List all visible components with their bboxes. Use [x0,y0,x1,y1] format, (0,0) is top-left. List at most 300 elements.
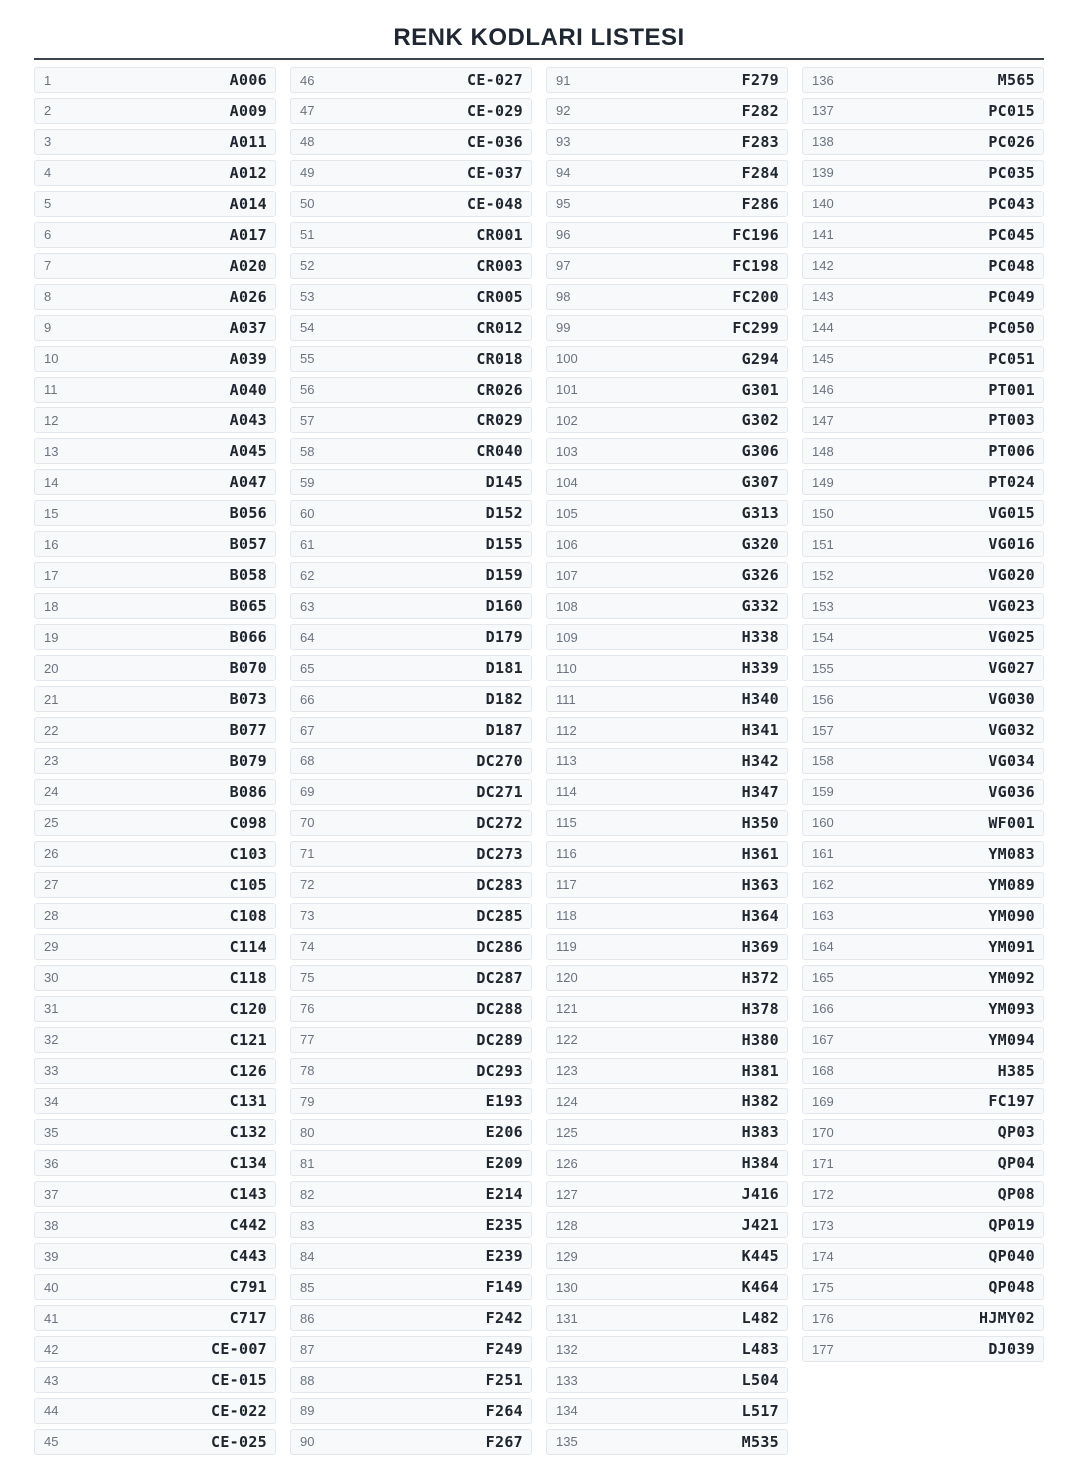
row-number: 130 [556,1279,578,1295]
color-code: D182 [485,690,523,709]
color-code: YM083 [988,844,1035,863]
row-number: 171 [812,1155,834,1171]
row-number: 137 [812,103,834,119]
color-code-row [34,717,276,743]
color-code-row [34,1305,276,1331]
row-number: 25 [44,815,59,831]
color-code: PC049 [988,287,1035,306]
color-code: H350 [741,813,779,832]
color-code-row [546,903,788,929]
row-number: 110 [556,660,577,676]
row-number: 85 [300,1279,315,1295]
color-code-row [34,903,276,929]
color-code: H339 [741,659,779,678]
color-code: B065 [229,597,267,616]
color-code: DC293 [476,1061,523,1080]
row-number: 145 [812,351,834,367]
row-number: 166 [812,1001,834,1017]
color-code: DC283 [476,875,523,894]
row-number: 131 [556,1310,578,1326]
color-code: M565 [997,71,1035,89]
color-code-row [546,346,788,372]
color-code: CE-048 [467,194,523,213]
color-code: B066 [229,628,267,647]
color-code: QP040 [988,1247,1035,1266]
color-code-row [34,98,276,124]
color-code: PC051 [988,349,1035,368]
color-code: YM092 [988,968,1035,987]
row-number: 140 [812,196,834,212]
row-number: 129 [556,1248,578,1264]
color-code-row [34,872,276,898]
row-number: 132 [556,1341,578,1357]
color-code-row [546,129,788,155]
row-number: 13 [44,443,59,459]
color-code: QP04 [997,1154,1035,1173]
row-number: 90 [300,1434,315,1450]
row-number: 72 [300,877,315,893]
color-code: H380 [741,1030,779,1049]
color-code: H342 [741,751,779,770]
row-number: 93 [556,134,571,150]
color-code-row [802,1274,1044,1300]
color-code: L504 [741,1371,779,1390]
color-code: C131 [229,1092,267,1111]
color-code: H363 [741,875,779,894]
row-number: 134 [556,1403,578,1419]
color-code: DC273 [476,844,523,863]
color-code-row [802,67,1044,93]
row-number: 22 [44,722,59,738]
row-number: 64 [300,629,315,645]
color-code-row [34,1398,276,1424]
row-number: 98 [556,289,571,305]
color-code-row [34,469,276,495]
color-code-row [290,748,532,774]
color-code-row [546,810,788,836]
color-code-row [802,748,1044,774]
row-number: 92 [556,103,571,119]
color-code: PT003 [988,411,1035,430]
row-number: 128 [556,1217,578,1233]
color-code-row [802,129,1044,155]
row-number: 36 [44,1155,59,1171]
color-code: PT006 [988,442,1035,461]
color-code: YM089 [988,875,1035,894]
color-code-row [546,1088,788,1114]
row-number: 30 [44,970,59,986]
color-code: L517 [741,1401,779,1420]
row-number: 71 [300,846,315,862]
color-code-row [546,1305,788,1331]
color-code-row [546,1398,788,1424]
row-number: 117 [556,877,577,893]
row-number: 80 [300,1124,315,1140]
row-number: 58 [300,443,315,459]
color-code-row [802,1212,1044,1238]
row-number: 82 [300,1186,315,1202]
row-number: 167 [812,1032,834,1048]
color-code-row [290,1181,532,1207]
row-number: 97 [556,258,571,274]
color-code-row [802,1150,1044,1176]
row-number: 63 [300,598,315,614]
color-code: F249 [485,1340,523,1359]
color-code: DC272 [476,813,523,832]
color-code: G326 [741,566,779,585]
row-number: 2 [44,103,52,119]
color-code-row [290,1336,532,1362]
row-number: 59 [300,474,315,490]
color-code: PC015 [988,101,1035,120]
color-code: B058 [229,566,267,585]
row-number: 122 [556,1032,578,1048]
row-number: 94 [556,165,571,181]
color-code: DC289 [476,1030,523,1049]
row-number: 143 [812,289,834,305]
color-code-row [34,562,276,588]
color-code-row [290,903,532,929]
row-number: 33 [44,1063,59,1078]
color-code: A037 [229,318,267,337]
color-code: F149 [485,1278,523,1297]
row-number: 28 [44,908,59,924]
color-code-row [546,1367,788,1393]
row-number: 113 [556,753,577,769]
color-code: A006 [229,71,267,89]
color-code-row [34,1058,276,1084]
color-code-row [290,1150,532,1176]
color-code: A026 [229,287,267,306]
row-number: 44 [44,1403,59,1419]
color-code-row [34,996,276,1022]
row-number: 146 [812,382,834,398]
row-number: 100 [556,351,578,367]
color-code-row [290,779,532,805]
color-code-row [546,1119,788,1145]
color-code-row [34,531,276,557]
color-code-row [802,315,1044,341]
color-code-row [546,1150,788,1176]
color-code: VG036 [988,782,1035,801]
color-code-row [802,624,1044,650]
color-code: G294 [741,349,779,368]
row-number: 176 [812,1310,834,1326]
color-code: QP048 [988,1278,1035,1297]
color-code: D179 [485,628,523,647]
row-number: 163 [812,908,834,924]
color-code-row [802,438,1044,464]
row-number: 144 [812,320,834,336]
color-code-row [34,965,276,991]
color-code-row [34,686,276,712]
color-code: B056 [229,504,267,523]
color-code: FC198 [732,256,779,275]
color-code: PC043 [988,194,1035,213]
color-code: PC035 [988,163,1035,182]
color-code-row [290,438,532,464]
color-code: CE-025 [211,1432,267,1451]
color-code: CR018 [476,349,523,368]
row-number: 124 [556,1093,578,1109]
color-code: D181 [485,659,523,678]
color-code: G307 [741,473,779,492]
row-number: 175 [812,1279,834,1295]
color-code: H364 [741,906,779,925]
color-code-row [546,377,788,403]
color-code: J416 [741,1185,779,1204]
row-number: 83 [300,1217,315,1233]
color-code: D152 [485,504,523,523]
color-code: A009 [229,101,267,120]
color-code: HJMY02 [979,1309,1035,1328]
color-code: DC271 [476,782,523,801]
row-number: 45 [44,1434,59,1450]
row-number: 91 [556,72,571,88]
color-code: E239 [485,1247,523,1266]
color-code-row [34,1027,276,1053]
row-number: 88 [300,1372,315,1388]
color-code: D145 [485,473,523,492]
row-number: 54 [300,320,315,336]
color-code-row [546,996,788,1022]
color-code-row [802,407,1044,433]
row-number: 55 [300,351,315,367]
color-code: CE-007 [211,1340,267,1359]
color-code: G313 [741,504,779,523]
color-code: G306 [741,442,779,461]
color-code-row [34,1212,276,1238]
color-code: H381 [741,1061,779,1080]
color-code-row [290,407,532,433]
row-number: 6 [44,227,52,243]
color-code-row [34,67,276,93]
row-number: 147 [812,412,834,428]
color-code: YM093 [988,999,1035,1018]
color-code: C443 [229,1247,267,1266]
color-code-row [290,98,532,124]
row-number: 104 [556,474,578,490]
color-code-row [34,253,276,279]
color-code: PC050 [988,318,1035,337]
color-code-row [546,934,788,960]
color-code: CR029 [476,411,523,430]
color-code: B079 [229,751,267,770]
row-number: 66 [300,691,315,707]
color-code-row [546,1336,788,1362]
row-number: 95 [556,196,571,212]
row-number: 37 [44,1186,59,1202]
row-number: 4 [44,165,52,181]
color-code-row [34,438,276,464]
color-code: PT001 [988,380,1035,399]
color-code: D155 [485,535,523,554]
row-number: 10 [44,351,59,367]
row-number: 138 [812,134,834,150]
color-code-row [802,686,1044,712]
row-number: 69 [300,784,315,800]
row-number: 165 [812,970,834,986]
row-number: 15 [44,505,59,521]
row-number: 84 [300,1248,315,1264]
row-number: 86 [300,1310,315,1326]
row-number: 159 [812,784,834,800]
color-code: H372 [741,968,779,987]
color-code-row [290,841,532,867]
row-number: 12 [44,412,59,428]
color-code: DC286 [476,937,523,956]
color-code-row [290,222,532,248]
color-code: C126 [229,1061,267,1080]
color-code-row [802,1336,1044,1362]
color-code: FC200 [732,287,779,306]
color-code-row [290,1119,532,1145]
row-number: 172 [812,1186,834,1202]
color-code-row [546,1181,788,1207]
color-code-row [802,1305,1044,1331]
row-number: 99 [556,320,571,336]
color-code: VG030 [988,690,1035,709]
row-number: 173 [812,1217,834,1233]
color-code-row [34,779,276,805]
color-code-row [546,1243,788,1269]
color-code-row [802,1058,1044,1084]
color-code: E209 [485,1154,523,1173]
row-number: 42 [44,1341,59,1357]
color-code: CR040 [476,442,523,461]
color-code-row [546,469,788,495]
color-code: A017 [229,225,267,244]
color-code: CE-027 [467,71,523,89]
color-code: VG025 [988,628,1035,647]
color-code-row [546,686,788,712]
row-number: 16 [44,536,59,552]
color-code: DJ039 [988,1340,1035,1359]
color-code: DC285 [476,906,523,925]
color-code-row [802,996,1044,1022]
color-code-row [802,191,1044,217]
color-code-row [546,1058,788,1084]
row-number: 46 [300,72,315,88]
color-code: H378 [741,999,779,1018]
row-number: 18 [44,598,59,614]
color-code-row [546,98,788,124]
color-code-row [290,346,532,372]
row-number: 73 [300,908,315,924]
color-code-row [290,129,532,155]
row-number: 68 [300,753,315,769]
color-code: YM094 [988,1030,1035,1049]
row-number: 153 [812,598,834,614]
color-code: A039 [229,349,267,368]
color-code: G301 [741,380,779,399]
color-code-row [546,531,788,557]
color-code-row [290,1212,532,1238]
row-number: 177 [812,1341,834,1357]
color-code-row [546,191,788,217]
color-code: C791 [229,1278,267,1297]
color-code: VG023 [988,597,1035,616]
color-code-row [546,748,788,774]
row-number: 148 [812,443,834,459]
color-code: CR003 [476,256,523,275]
color-code-row [290,655,532,681]
color-code: A012 [229,163,267,182]
row-number: 50 [300,196,315,212]
row-number: 39 [44,1248,59,1264]
row-number: 96 [556,227,571,243]
row-number: 120 [556,970,578,986]
row-number: 126 [556,1155,578,1171]
color-code: A043 [229,411,267,430]
row-number: 65 [300,660,315,676]
color-code-row [546,717,788,743]
color-code-row [546,593,788,619]
color-code-row [802,810,1044,836]
color-code-row [802,717,1044,743]
row-number: 60 [300,505,315,521]
color-code: E206 [485,1123,523,1142]
color-code-row [290,1305,532,1331]
color-code-row [802,965,1044,991]
color-code: C105 [229,875,267,894]
color-code-row [34,841,276,867]
color-code-row [546,222,788,248]
row-number: 20 [44,660,59,676]
color-code-row [34,624,276,650]
row-number: 1 [44,72,52,88]
color-code-row [290,934,532,960]
row-number: 127 [556,1186,578,1202]
color-code-row [546,407,788,433]
row-number: 38 [44,1217,59,1233]
color-code: C120 [229,999,267,1018]
row-number: 155 [812,660,834,676]
row-number: 56 [300,382,315,398]
color-code: F267 [485,1432,523,1451]
color-code: CE-022 [211,1401,267,1420]
color-code-row [34,1336,276,1362]
color-code-row [290,1274,532,1300]
row-number: 136 [812,72,834,88]
color-code-row [546,284,788,310]
color-code-row [34,1367,276,1393]
color-code: H338 [741,628,779,647]
color-code-row [802,1119,1044,1145]
row-number: 24 [44,784,59,800]
row-number: 151 [812,536,834,552]
color-code: D160 [485,597,523,616]
color-code-row [802,872,1044,898]
color-code: VG034 [988,751,1035,770]
color-code: C717 [229,1309,267,1328]
color-code-row [290,872,532,898]
color-code-row [34,934,276,960]
color-code: H384 [741,1154,779,1173]
color-code: C143 [229,1185,267,1204]
color-code-row [34,1243,276,1269]
color-code-row [802,253,1044,279]
color-code: VG032 [988,721,1035,740]
row-number: 77 [300,1032,315,1048]
color-code: G332 [741,597,779,616]
color-code-row [34,500,276,526]
color-code: C134 [229,1154,267,1173]
color-code: H369 [741,937,779,956]
color-code-row [802,500,1044,526]
color-code-row [546,1027,788,1053]
color-code: H340 [741,690,779,709]
